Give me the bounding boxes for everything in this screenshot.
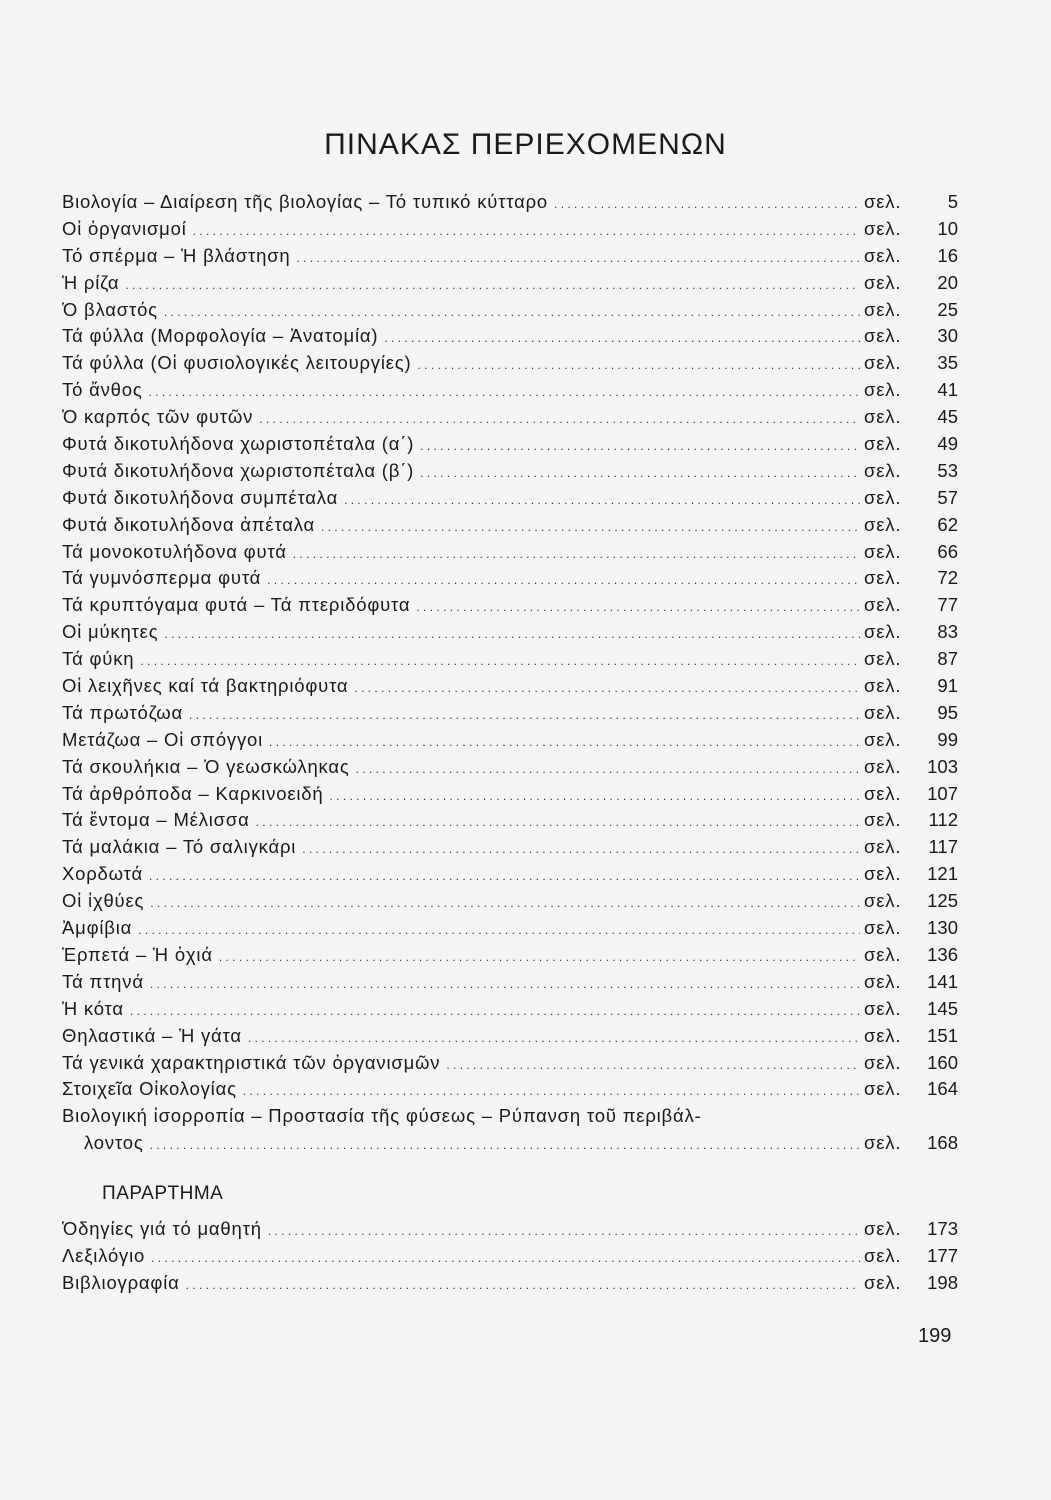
entry-title-line1: Βιολογική ἰσορροπία – Προστασία τῆς φύσεως – Ρύπανση τοῦ περιβάλ-: [62, 1105, 702, 1127]
entry-title: Φυτά δικοτυλήδονα χωριστοπέταλα (β΄): [62, 459, 415, 481]
toc-entry: [62, 702, 958, 729]
dot-leader: [446, 1058, 860, 1072]
appendix-heading: ΠΑΡΑΡΤΗΜΑ: [102, 1183, 224, 1204]
entry-page: 53: [937, 459, 958, 481]
toc-entry: [62, 944, 958, 971]
page-prefix: σελ.: [864, 1271, 902, 1293]
entry-page: 66: [937, 540, 958, 562]
entry-title: Φυτά δικοτυλήδονα συμπέταλα: [62, 486, 339, 508]
entry-page: 95: [937, 701, 958, 723]
dot-leader: [243, 1084, 860, 1098]
entry-page: 5: [947, 191, 958, 212]
dot-leader: [384, 331, 860, 345]
entry-title: Τά γυμνόσπερμα φυτά: [62, 567, 262, 589]
dot-leader: [554, 197, 860, 211]
entry-title: Τά ἀρθρόποδα – Καρκινοειδή: [62, 782, 324, 804]
entry-title: Τά κρυπτόγαμα φυτά – Τά πτεριδόφυτα: [62, 594, 411, 616]
entry-page: 121: [927, 863, 958, 885]
page-prefix: σελ.: [864, 567, 902, 589]
dot-leader: [256, 815, 860, 829]
entry-title: Τά μαλάκια – Τό σαλιγκάρι: [62, 836, 297, 858]
page-prefix: σελ.: [864, 1051, 902, 1073]
entry-title: Τά πτηνά: [62, 970, 144, 992]
entry-title: Μετάζωα – Οἱ σπόγγοι: [62, 728, 264, 750]
page-prefix: σελ.: [864, 244, 902, 266]
entry-page: 160: [927, 1051, 958, 1073]
entry-page: 25: [937, 298, 958, 320]
toc-entry: [62, 783, 958, 810]
toc-entry: [62, 836, 958, 863]
dot-leader: [140, 654, 860, 668]
page-prefix: σελ.: [864, 863, 902, 885]
dot-leader: [149, 385, 860, 399]
page-prefix: σελ.: [864, 271, 902, 293]
dot-leader: [330, 789, 861, 803]
toc-entry: [62, 1025, 958, 1052]
dot-leader: [189, 708, 860, 722]
toc-entry: [62, 1078, 958, 1105]
entry-title: Χορδωτά: [62, 863, 143, 885]
entry-title: Βιολογία – Διαίρεση τῆς βιολογίας – Τό τυπικό κύτταρο: [62, 191, 549, 212]
entry-title: Βιβλιογραφία: [62, 1271, 180, 1293]
toc-entry: [62, 299, 958, 326]
entry-title: Ὁδηγίες γιά τό μαθητή: [62, 1218, 262, 1239]
page-prefix: σελ.: [864, 1024, 902, 1046]
entry-page: 130: [927, 917, 958, 939]
toc-entry: [62, 218, 958, 245]
dot-leader: [269, 735, 860, 749]
page-prefix: σελ.: [864, 621, 902, 643]
dot-leader: [125, 278, 860, 292]
entry-page: 87: [937, 648, 958, 670]
table-of-contents: [62, 191, 958, 1159]
entry-page: 198: [927, 1271, 958, 1293]
entry-page: 83: [937, 621, 958, 643]
entry-title: Οἱ λειχῆνες καί τά βακτηριόφυτα: [62, 675, 349, 697]
entry-page: 145: [927, 997, 958, 1019]
page-prefix: σελ.: [864, 352, 902, 374]
page-prefix: σελ.: [864, 540, 902, 562]
page-prefix: σελ.: [864, 1218, 902, 1239]
page-prefix: σελ.: [864, 809, 902, 831]
dot-leader: [356, 762, 860, 776]
entry-title: Τά σκουλήκια – Ὁ γεωσκώληκας: [62, 755, 350, 777]
entry-page: 91: [937, 675, 958, 697]
entry-page: 164: [927, 1078, 958, 1100]
dot-leader: [420, 439, 860, 453]
entry-page: 125: [927, 890, 958, 912]
entry-title: Λεξιλόγιο: [62, 1244, 146, 1266]
page-prefix: σελ.: [864, 325, 902, 347]
entry-page: 30: [937, 325, 958, 347]
dot-leader: [416, 600, 860, 614]
entry-title: Τό ἄνθος: [62, 379, 143, 401]
entry-page: 35: [937, 352, 958, 374]
toc-entry: [62, 541, 958, 568]
toc-entry: [62, 1245, 958, 1272]
page-prefix: σελ.: [864, 701, 902, 723]
toc-entry: [62, 379, 958, 406]
toc-entry: [62, 325, 958, 352]
toc-entry: [62, 1218, 958, 1245]
toc-entry: [62, 1052, 958, 1079]
page-prefix: σελ.: [864, 191, 902, 212]
entry-page: 72: [937, 567, 958, 589]
dot-leader: [164, 627, 860, 641]
page-prefix: σελ.: [864, 406, 902, 428]
entry-title: Στοιχεῖα Οἰκολογίας: [62, 1078, 237, 1100]
toc-entry: [62, 998, 958, 1025]
dot-leader: [297, 251, 860, 265]
page-prefix: σελ.: [864, 675, 902, 697]
dot-leader: [267, 573, 860, 587]
toc-entry: [62, 621, 958, 648]
dot-leader: [164, 305, 860, 319]
entry-title: Τό σπέρμα – Ἡ βλάστηση: [62, 244, 291, 266]
toc-entry: [62, 487, 958, 514]
dot-leader: [130, 1004, 860, 1018]
toc-entry: [62, 809, 958, 836]
dot-leader: [420, 466, 860, 480]
entry-title: Ἡ ρίζα: [62, 271, 120, 293]
entry-page: 99: [937, 728, 958, 750]
toc-entry: [62, 191, 958, 218]
entry-title: Ἀμφίβια: [62, 917, 133, 939]
page-prefix: σελ.: [864, 298, 902, 320]
entry-title: Ὁ βλαστός: [62, 298, 158, 320]
entry-page: 151: [927, 1024, 958, 1046]
dot-leader: [186, 1278, 860, 1292]
toc-entry: [62, 971, 958, 998]
page-prefix: σελ.: [864, 890, 902, 912]
entry-title: Οἱ μύκητες: [62, 621, 159, 643]
toc-entry: [62, 675, 958, 702]
page-prefix: σελ.: [864, 513, 902, 535]
toc-entry: [62, 863, 958, 890]
page-prefix: σελ.: [864, 1244, 902, 1266]
page-prefix: σελ.: [864, 486, 902, 508]
entry-page: 10: [937, 217, 958, 239]
dot-leader: [293, 547, 860, 561]
page-prefix: σελ.: [864, 836, 902, 858]
dot-leader: [193, 224, 860, 238]
dot-leader: [150, 1138, 860, 1152]
page-prefix: σελ.: [864, 782, 902, 804]
dot-leader: [354, 681, 860, 695]
page-prefix: σελ.: [864, 594, 902, 616]
page-prefix: σελ.: [864, 433, 902, 455]
page-prefix: σελ.: [864, 1078, 902, 1100]
page-prefix: σελ.: [864, 755, 902, 777]
entry-page: 20: [937, 271, 958, 293]
toc-entry: [62, 567, 958, 594]
entry-page: 49: [937, 433, 958, 455]
dot-leader: [138, 923, 860, 937]
entry-page: 168: [927, 1132, 958, 1154]
toc-entry: [62, 917, 958, 944]
entry-title: Θηλαστικά – Ἡ γάτα: [62, 1024, 242, 1046]
toc-entry: [62, 890, 958, 917]
entry-title: Τά φύκη: [62, 648, 135, 670]
page-number: 199: [918, 1325, 952, 1347]
dot-leader: [248, 1031, 860, 1045]
entry-page: 45: [937, 406, 958, 428]
dot-leader: [344, 493, 860, 507]
dot-leader: [219, 950, 860, 964]
toc-entry: [62, 1272, 958, 1299]
appendix-list: [62, 1218, 958, 1299]
entry-page: 173: [927, 1218, 958, 1239]
dot-leader: [151, 1251, 860, 1265]
dot-leader: [150, 977, 860, 991]
toc-entry: [62, 352, 958, 379]
toc-entry: [62, 594, 958, 621]
entry-page: 62: [937, 513, 958, 535]
entry-page: 107: [927, 782, 958, 804]
toc-entry: [62, 648, 958, 675]
entry-page: 41: [937, 379, 958, 401]
entry-title: Οἱ ἰχθύες: [62, 890, 145, 912]
entry-title: Ἑρπετά – Ἡ ὀχιά: [62, 943, 213, 965]
toc-entry: [62, 460, 958, 487]
entry-page: 16: [937, 244, 958, 266]
toc-entry: [62, 514, 958, 541]
dot-leader: [150, 896, 860, 910]
entry-page: 141: [927, 970, 958, 992]
toc-entry: [62, 245, 958, 272]
entry-title: Τά πρωτόζωα: [62, 701, 184, 723]
entry-page: 136: [927, 943, 958, 965]
page-prefix: σελ.: [864, 917, 902, 939]
dot-leader: [302, 842, 860, 856]
page-prefix: σελ.: [864, 648, 902, 670]
toc-entry: [62, 272, 958, 299]
page-prefix: σελ.: [864, 379, 902, 401]
dot-leader: [321, 520, 860, 534]
page-prefix: σελ.: [864, 728, 902, 750]
page-prefix: σελ.: [864, 943, 902, 965]
dot-leader: [149, 869, 860, 883]
page-prefix: σελ.: [864, 217, 902, 239]
toc-entry: [62, 1132, 958, 1159]
entry-title: Οἱ ὀργανισμοί: [62, 217, 187, 239]
page-prefix: σελ.: [864, 459, 902, 481]
dot-leader: [418, 358, 861, 372]
entry-title: Φυτά δικοτυλήδονα ἀπέταλα: [62, 513, 315, 535]
toc-entry: [62, 756, 958, 783]
entry-title: Τά φύλλα (Μορφολογία – Ἀνατομία): [62, 325, 379, 347]
dot-leader: [268, 1224, 860, 1238]
entry-title: Τά ἔντομα – Μέλισσα: [62, 809, 250, 831]
dot-leader: [259, 412, 860, 426]
page-prefix: σελ.: [864, 970, 902, 992]
entry-title: Φυτά δικοτυλήδονα χωριστοπέταλα (α΄): [62, 433, 415, 455]
entry-title: λοντος: [84, 1132, 144, 1154]
toc-entry: [62, 729, 958, 756]
entry-page: 77: [937, 594, 958, 616]
entry-title: Τά μονοκοτυλήδονα φυτά: [62, 540, 287, 562]
entry-page: 57: [937, 486, 958, 508]
entry-page: 112: [928, 809, 958, 831]
page-prefix: σελ.: [864, 997, 902, 1019]
entry-title: Ὁ καρπός τῶν φυτῶν: [62, 406, 254, 428]
entry-page: 103: [927, 755, 958, 777]
page-title: ΠΙΝΑΚΑΣ ΠΕΡΙΕΧΟΜΕΝΩΝ: [324, 128, 727, 161]
entry-title: Τά φύλλα (Οἱ φυσιολογικές λειτουργίες): [62, 352, 412, 374]
page-prefix: σελ.: [864, 1132, 902, 1154]
entry-title: Τά γενικά χαρακτηριστικά τῶν ὀργανισμῶν: [62, 1051, 441, 1073]
entry-page: 177: [927, 1244, 958, 1266]
entry-page: 117: [928, 836, 958, 858]
entry-title: Ἡ κότα: [62, 997, 124, 1019]
toc-entry: [62, 433, 958, 460]
toc-entry: [62, 406, 958, 433]
